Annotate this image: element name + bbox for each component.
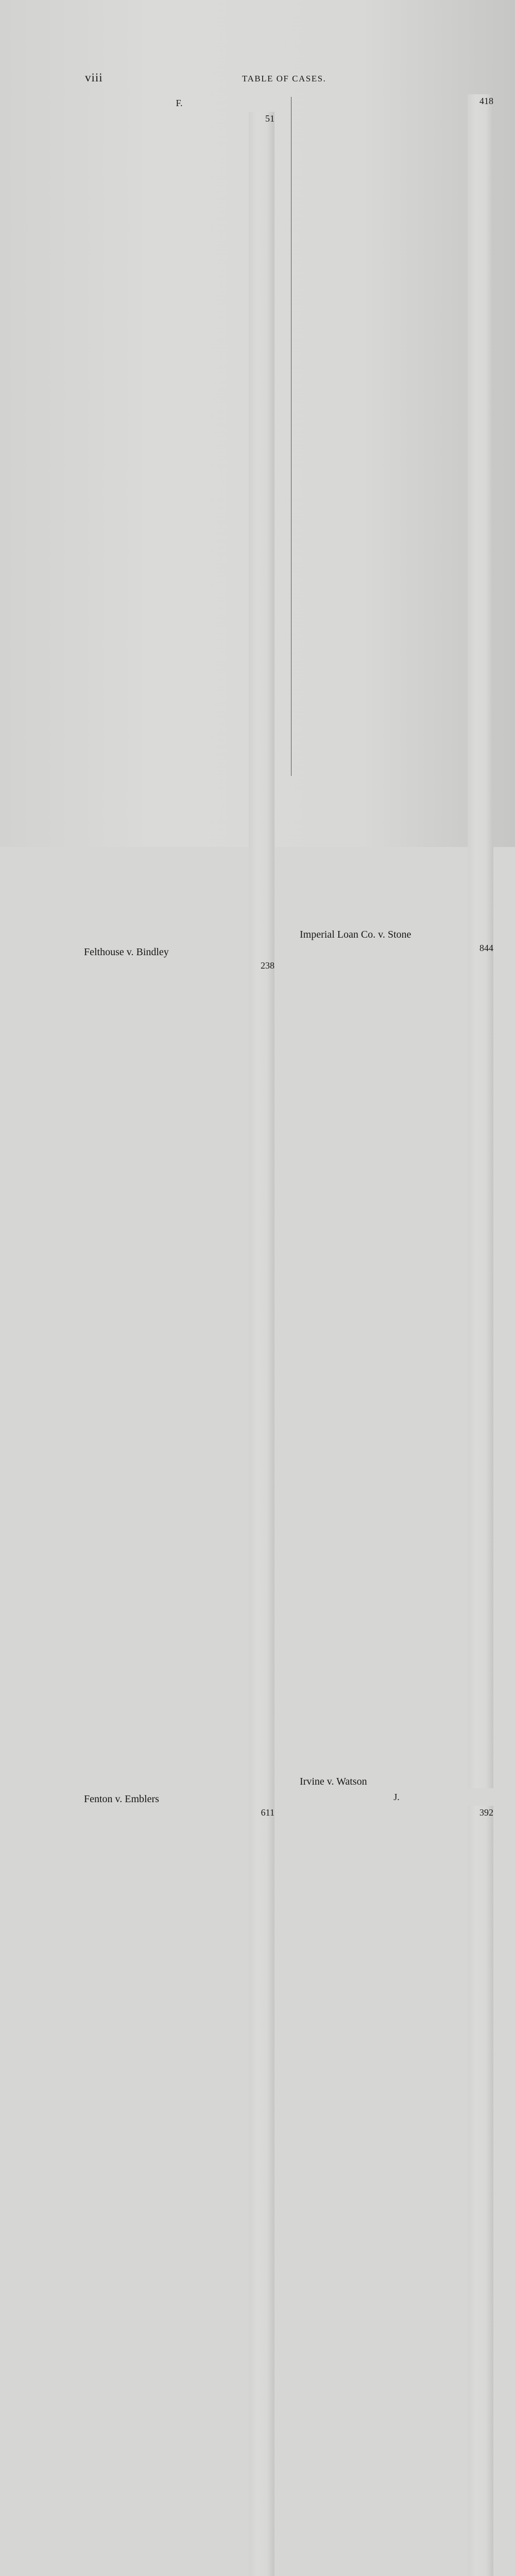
case-page-number: 844	[468, 941, 493, 1788]
case-page-number: 238	[249, 959, 274, 1806]
case-page-number: 611	[249, 1806, 274, 2576]
case-name: Felthouse v. Bindley	[84, 946, 169, 958]
running-head: TABLE OF CASES.	[242, 74, 327, 83]
case-name: Imperial Loan Co. v. Stone	[300, 929, 411, 940]
case-entry	[84, 1806, 274, 2576]
case-entry	[300, 941, 493, 1788]
case-entry	[84, 112, 274, 959]
case-entry	[84, 959, 274, 1806]
page-header	[0, 71, 515, 87]
left-column	[84, 94, 274, 2576]
case-page-number: 51	[249, 112, 274, 959]
case-name: Irvine v. Watson	[300, 1776, 367, 1787]
case-entry	[300, 94, 493, 941]
case-page-number: 418	[468, 94, 493, 941]
case-entry	[300, 1806, 493, 2576]
case-name: Fenton v. Emblers	[84, 1793, 159, 1805]
case-page-number: 392	[468, 1806, 493, 2576]
page-number: viii	[85, 71, 103, 84]
section-letter: J.	[393, 1792, 400, 1802]
section-letter: F.	[176, 98, 183, 108]
right-column	[300, 94, 493, 2576]
